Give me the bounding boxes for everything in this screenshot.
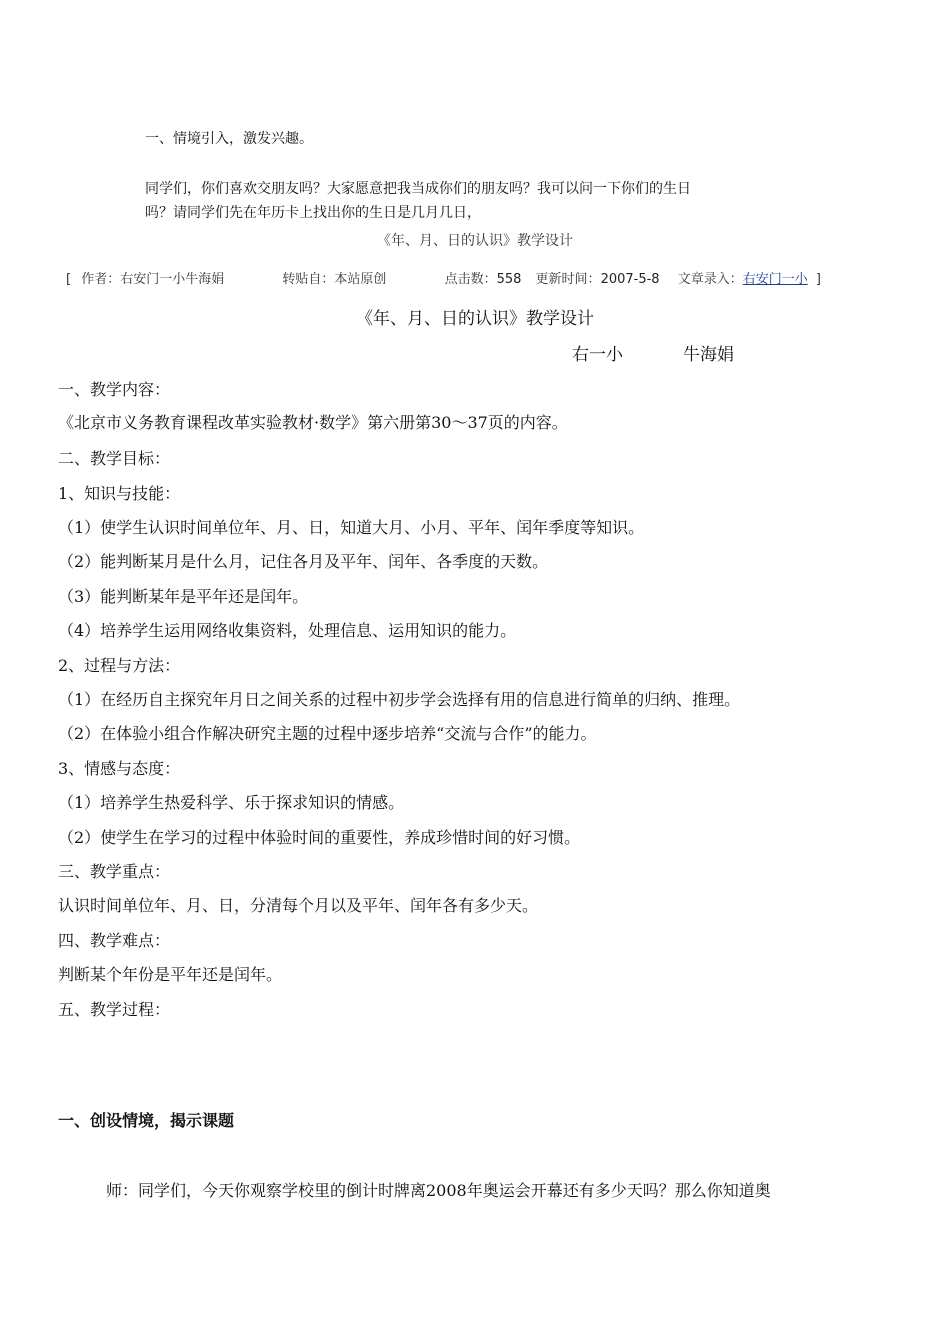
content-line: 1、知识与技能：	[58, 484, 181, 503]
meta-entry-link[interactable]: 右安门一小	[742, 272, 808, 287]
article-meta	[66, 268, 821, 287]
meta-entry-label: 文章录入：	[677, 272, 743, 287]
content-line: （1）培养学生热爱科学、乐于探求知识的情感。	[58, 793, 405, 812]
content-line: 认识时间单位年、月、日，分清每个月以及平年、闰年各有多少天。	[58, 896, 539, 915]
meta-updated: 2007-5-8	[600, 272, 660, 287]
meta-close-bracket: ]	[815, 272, 821, 287]
article-school: 右一小	[572, 345, 623, 365]
content-line: 二、教学目标：	[58, 449, 171, 468]
content-line: 四、教学难点：	[58, 931, 171, 950]
section-heading: 一、创设情境，揭示课题	[58, 1111, 235, 1130]
content-line: 一、教学内容：	[58, 380, 171, 399]
content-line: 三、教学重点：	[58, 862, 171, 881]
content-line: （4）培养学生运用网络收集资料，处理信息、运用知识的能力。	[58, 621, 517, 640]
article-byline	[572, 340, 734, 365]
meta-source-label: 转贴自：	[282, 272, 335, 287]
meta-author-label: 作者：	[81, 272, 121, 287]
meta-clicks: 558	[496, 272, 522, 287]
meta-source: 本站原创	[334, 272, 387, 287]
meta-author: 右安门一小牛海娟	[120, 272, 225, 287]
content-line: 五、教学过程：	[58, 1000, 171, 1019]
intro-heading: 一、情境引入，激发兴趣。	[145, 131, 313, 147]
content-line: 判断某个年份是平年还是闰年。	[58, 965, 283, 984]
content-line: 《北京市义务教育课程改革实验教材·数学》第六册第30～37页的内容。	[58, 413, 568, 432]
meta-open-bracket: [	[66, 272, 72, 287]
meta-updated-label: 更新时间：	[535, 272, 601, 287]
content-line: 3、情感与态度：	[58, 759, 181, 778]
content-line: （2）使学生在学习的过程中体验时间的重要性，养成珍惜时间的好习惯。	[58, 828, 581, 847]
content-line: （2）能判断某月是什么月，记住各月及平年、闰年、各季度的天数。	[58, 552, 549, 571]
content-line: 2、过程与方法：	[58, 656, 181, 675]
intro-paragraph-line-2: 吗？请同学们先在年历卡上找出你的生日是几月几日，	[145, 205, 481, 221]
article-title: 《年、月、日的认识》教学设计	[356, 309, 594, 329]
intro-paragraph-line-1: 同学们，你们喜欢交朋友吗？大家愿意把我当成你们的朋友吗？我可以问一下你们的生日	[145, 181, 691, 197]
page-subtitle: 《年、月、日的认识》教学设计	[377, 233, 573, 249]
teacher-dialogue: 师：同学们，今天你观察学校里的倒计时牌离2008年奥运会开幕还有多少天吗？那么你知道奥	[106, 1181, 771, 1200]
content-line: （1）使学生认识时间单位年、月、日，知道大月、小月、平年、闰年季度等知识。	[58, 518, 645, 537]
content-line: （1）在经历自主探究年月日之间关系的过程中初步学会选择有用的信息进行简单的归纳、推理。	[58, 690, 741, 709]
article-author: 牛海娟	[683, 345, 734, 365]
content-line: （3）能判断某年是平年还是闰年。	[58, 587, 309, 606]
meta-clicks-label: 点击数：	[444, 272, 497, 287]
content-line: （2）在体验小组合作解决研究主题的过程中逐步培养“交流与合作”的能力。	[58, 724, 597, 743]
